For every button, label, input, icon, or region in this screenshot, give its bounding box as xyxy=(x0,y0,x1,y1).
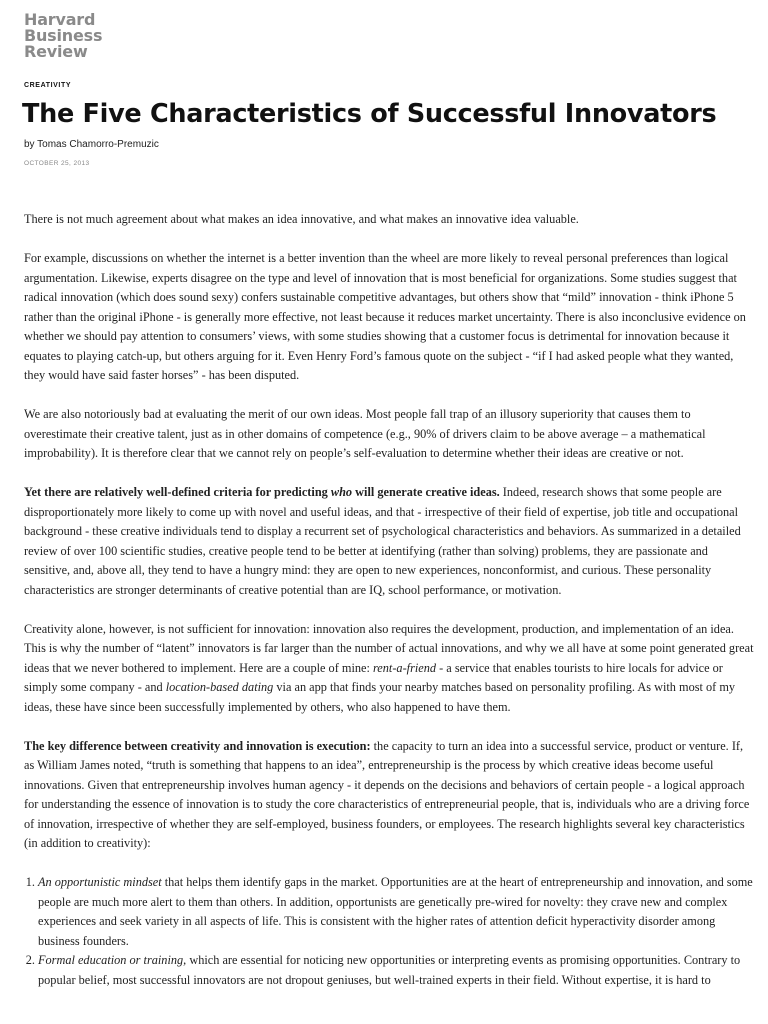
rent-a-friend-term: rent-a-friend xyxy=(372,660,437,675)
lead-emphasis: who xyxy=(330,485,353,499)
article-body xyxy=(24,210,754,990)
paragraph-1: There is not much agreement about what makes an idea innovative, and what makes an innovative idea valuable. xyxy=(24,212,579,226)
paragraph-2: For example, discussions on whether the internet is a better invention than the wheel are more likely to reveal personal preferences than logical argumentation. Likewise, experts disagree on the type and level of innovation that is most beneficial for organizations. Some studies suggest that radical innovation (which does sound sexy) confers sustainable competitive advantages, but others show that “mild” innovation - think iPhone 5 rather than the original iPhone - is generally more effective, not least because it reduces market uncertainty. There is also inconclusive evidence on whether we should pay attention to consumers’ views, with some studies showing that a customer focus is detrimental for innovation because it equates to playing catch-up, but others arguing for it. Even Henry Ford’s famous quote on the subject - “if I had asked people what they wanted, they would have said faster horses” - has been disputed. xyxy=(24,251,746,382)
paragraph-4 xyxy=(24,483,754,600)
article-byline: by Tomas Chamorro-Premuzic xyxy=(24,139,159,150)
paragraph-3: We are also notoriously bad at evaluating the merit of our own ideas. Most people fall trap of an illusory superiority that causes them to overestimate their creative talent, just as in other domains of competence (e.g., 90% of drivers claim to be above average – a mathematical improbability). It is therefore clear that we cannot rely on people’s self-evaluation to determine whether their ideas are creative or not. xyxy=(24,407,706,460)
paragraph-6-text: the capacity to turn an idea into a successful service, product or venture. If, as William James noted, “truth is something that happens to an idea”, entrepreneurship is the process by which creative ideas become useful innovations. Given that entrepreneurship involves human agency - it depends on the decisions and behaviors of certain people - a logical approach for understanding the essence of innovation is to study the core characteristics of entrepreneurial people, that is, individuals who are a driving force of innovation, irrespective of whether they are self-employed, business founders, or employees. The research highlights several key characteristics (in addition to creativity): xyxy=(24,738,750,850)
list-item-2-term: Formal education or training, xyxy=(38,953,187,967)
article-date: OCTOBER 25, 2013 xyxy=(24,160,90,167)
article-title: The Five Characteristics of Successful Innovators xyxy=(22,99,717,129)
paragraph-5 xyxy=(24,620,754,718)
list-item-2-text: which are essential for noticing new opportunities or interpreting events as promising opportunities. Contrary to popular belief, most successful innovators are not dropout geniuses, but well-trained experts in their field. Without expertise, it is hard to xyxy=(38,953,741,987)
lead-text-b: will generate creative ideas. xyxy=(352,485,500,499)
paragraph-5-text-c: via an app that finds your nearby matches based on personality profiling. As with most of my ideas, these have since been successfully implemented by others, who also happened to have them. xyxy=(24,680,736,714)
paragraph-6-lead: The key difference between creativity and innovation is execution: xyxy=(24,738,371,753)
list-item xyxy=(38,873,754,951)
logo-line-1: Harvard xyxy=(24,10,96,29)
logo-line-3: Review xyxy=(24,42,88,61)
list-item xyxy=(38,951,754,990)
list-item-1-term: An opportunistic mindset xyxy=(38,875,162,889)
paragraph-5-text-b: - a service that enables tourists to hire locals for advice or simply some company - and xyxy=(24,660,723,694)
paragraph-6 xyxy=(24,737,754,854)
hbr-logo[interactable] xyxy=(24,12,102,60)
paragraph-4-text: Indeed, research shows that some people are disproportionately more likely to come up with novel and useful ideas, and that - irrespective of their field of expertise, job title and occupational background - these creative individuals tend to display a recurrent set of psychological characteristics and behaviors. As summarized in a detailed review of over 100 scientific studies, creative people tend to be better at identifying (rather than solving) problems, they are passionate and sensitive, and, above all, they tend to have a hungry mind: they are open to new experiences, nonconformist, and curious. These personality characteristics are stronger determinants of creative potential than are IQ, school performance, or motivation. xyxy=(24,485,741,597)
paragraph-5-text-a: Creativity alone, however, is not sufficient for innovation: innovation also requires the development, production, and implementation of an idea. This is why the number of “latent” innovators is far larger than the number of actual innovations, and why we all have at some point generated great ideas that we never bothered to implement. Here are a couple of mine: xyxy=(24,621,754,675)
paragraph-4-lead xyxy=(24,485,500,499)
list-item-1-text: that helps them identify gaps in the market. Opportunities are at the heart of entrepreneurship and innovation, and some people are much more alert to them than others. In addition, opportunists are genetically pre-wired for novelty: they crave new and complex experiences and seek variety in all aspects of life. This is consistent with the higher rates of attention deficit hyperactivity disorder among business founders. xyxy=(38,875,753,948)
characteristics-list xyxy=(24,873,754,990)
lead-text-a: Yet there are relatively well-defined criteria for predicting xyxy=(24,485,331,499)
logo-line-2: Business xyxy=(24,26,103,45)
article-category[interactable]: CREATIVITY xyxy=(24,82,72,89)
location-dating-term: location-based dating xyxy=(165,680,274,694)
